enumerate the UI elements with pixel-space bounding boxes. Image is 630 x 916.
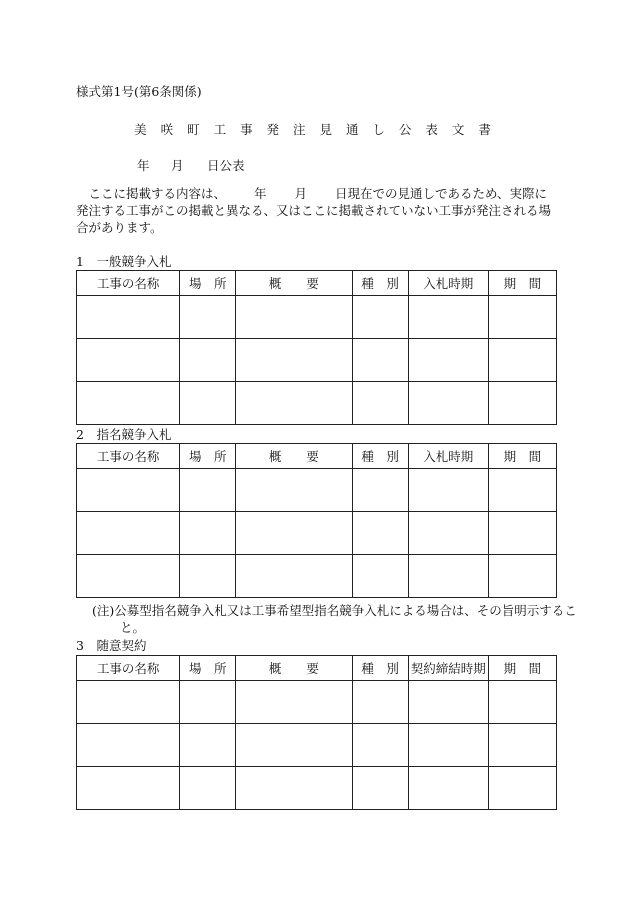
designated-competitive-bidding-table [76,443,557,598]
table-cell [180,555,236,598]
intro-text-part1: ここに掲載する内容は、 [88,186,227,201]
table-cell [352,296,408,339]
table-cell [352,382,408,425]
header-project-name: 工事の名称 [77,444,180,469]
publication-year-label: 年 [137,158,150,173]
section-1-label: 1 一般競争入札 [76,254,172,269]
table-cell [180,296,236,339]
table-cell [236,296,352,339]
header-project-name: 工事の名称 [77,656,180,681]
general-competitive-bidding-table [76,270,557,425]
publication-day-label: 日公表 [207,158,245,173]
table-cell [236,382,352,425]
table-cell [488,339,556,382]
table-cell [352,555,408,598]
table-cell [408,296,488,339]
table-row [77,469,557,512]
section-2-label: 2 指名競争入札 [76,427,172,442]
table-cell [488,681,556,724]
intro-year-label: 年 [254,186,267,201]
table-cell [352,512,408,555]
header-type: 種 別 [352,444,408,469]
table-cell [77,724,180,767]
table-header-row [77,444,557,469]
section-3-label: 3 随意契約 [76,638,147,653]
table-cell [180,681,236,724]
table-cell [180,512,236,555]
form-number-label: 様式第1号(第6条関係) [76,84,202,99]
table-cell [236,339,352,382]
table-cell [352,767,408,810]
table-row [77,681,557,724]
table-cell [488,296,556,339]
table-cell [77,339,180,382]
table-cell [488,469,556,512]
header-bid-period: 入札時期 [408,444,488,469]
intro-month-label: 月 [294,186,308,201]
table-cell [352,469,408,512]
table-cell [408,469,488,512]
table-header-row [77,271,557,296]
table-cell [77,296,180,339]
publication-month-label: 月 [171,158,184,173]
header-location: 場 所 [180,656,236,681]
table-cell [352,681,408,724]
header-summary: 概 要 [236,656,352,681]
table-cell [408,681,488,724]
table-cell [236,724,352,767]
table-cell [236,681,352,724]
table-cell [488,512,556,555]
table-cell [488,724,556,767]
table-row [77,512,557,555]
header-duration: 期 間 [488,444,556,469]
table-cell [180,382,236,425]
document-title: 美 咲 町 工 事 発 注 見 通 し 公 表 文 書 [134,122,496,137]
table-cell [352,724,408,767]
table-cell [236,512,352,555]
header-type: 種 別 [352,656,408,681]
table-cell [77,469,180,512]
publication-date-line [0,160,630,174]
header-location: 場 所 [180,271,236,296]
table-cell [180,469,236,512]
table-cell [408,382,488,425]
header-type: 種 別 [352,271,408,296]
table-cell [236,469,352,512]
table-cell [77,767,180,810]
header-duration: 期 間 [488,271,556,296]
table-cell [236,555,352,598]
header-duration: 期 間 [488,656,556,681]
table-cell [488,382,556,425]
table-cell [236,767,352,810]
table-row [77,767,557,810]
intro-text-part2: 日現在での見通しであるため、実際に発注する工事がこの掲載と異なる、又はここに掲載されていない工事が発注される場合があります。 [76,186,552,235]
table-row [77,339,557,382]
table-cell [180,724,236,767]
negotiated-contract-table [76,655,557,810]
table-cell [408,724,488,767]
table-cell [408,767,488,810]
table-cell [488,555,556,598]
table-row [77,382,557,425]
header-bid-period: 入札時期 [408,271,488,296]
table-cell [77,681,180,724]
table-cell [408,555,488,598]
table-cell [180,339,236,382]
table-row [77,296,557,339]
table-cell [408,512,488,555]
header-location: 場 所 [180,444,236,469]
header-summary: 概 要 [236,444,352,469]
table-cell [77,512,180,555]
header-project-name: 工事の名称 [77,271,180,296]
note-text: (注)公募型指名競争入札又は工事希望型指名競争入札による場合は、その旨明示すること。 [92,603,577,635]
table-cell [352,339,408,382]
header-contract-period: 契約締結時期 [408,656,488,681]
table-cell [77,382,180,425]
table-cell [180,767,236,810]
table-row [77,555,557,598]
intro-paragraph [76,185,556,236]
table-row [77,724,557,767]
table-cell [408,339,488,382]
table-header-row [77,656,557,681]
table-cell [77,555,180,598]
header-summary: 概 要 [236,271,352,296]
table-cell [488,767,556,810]
